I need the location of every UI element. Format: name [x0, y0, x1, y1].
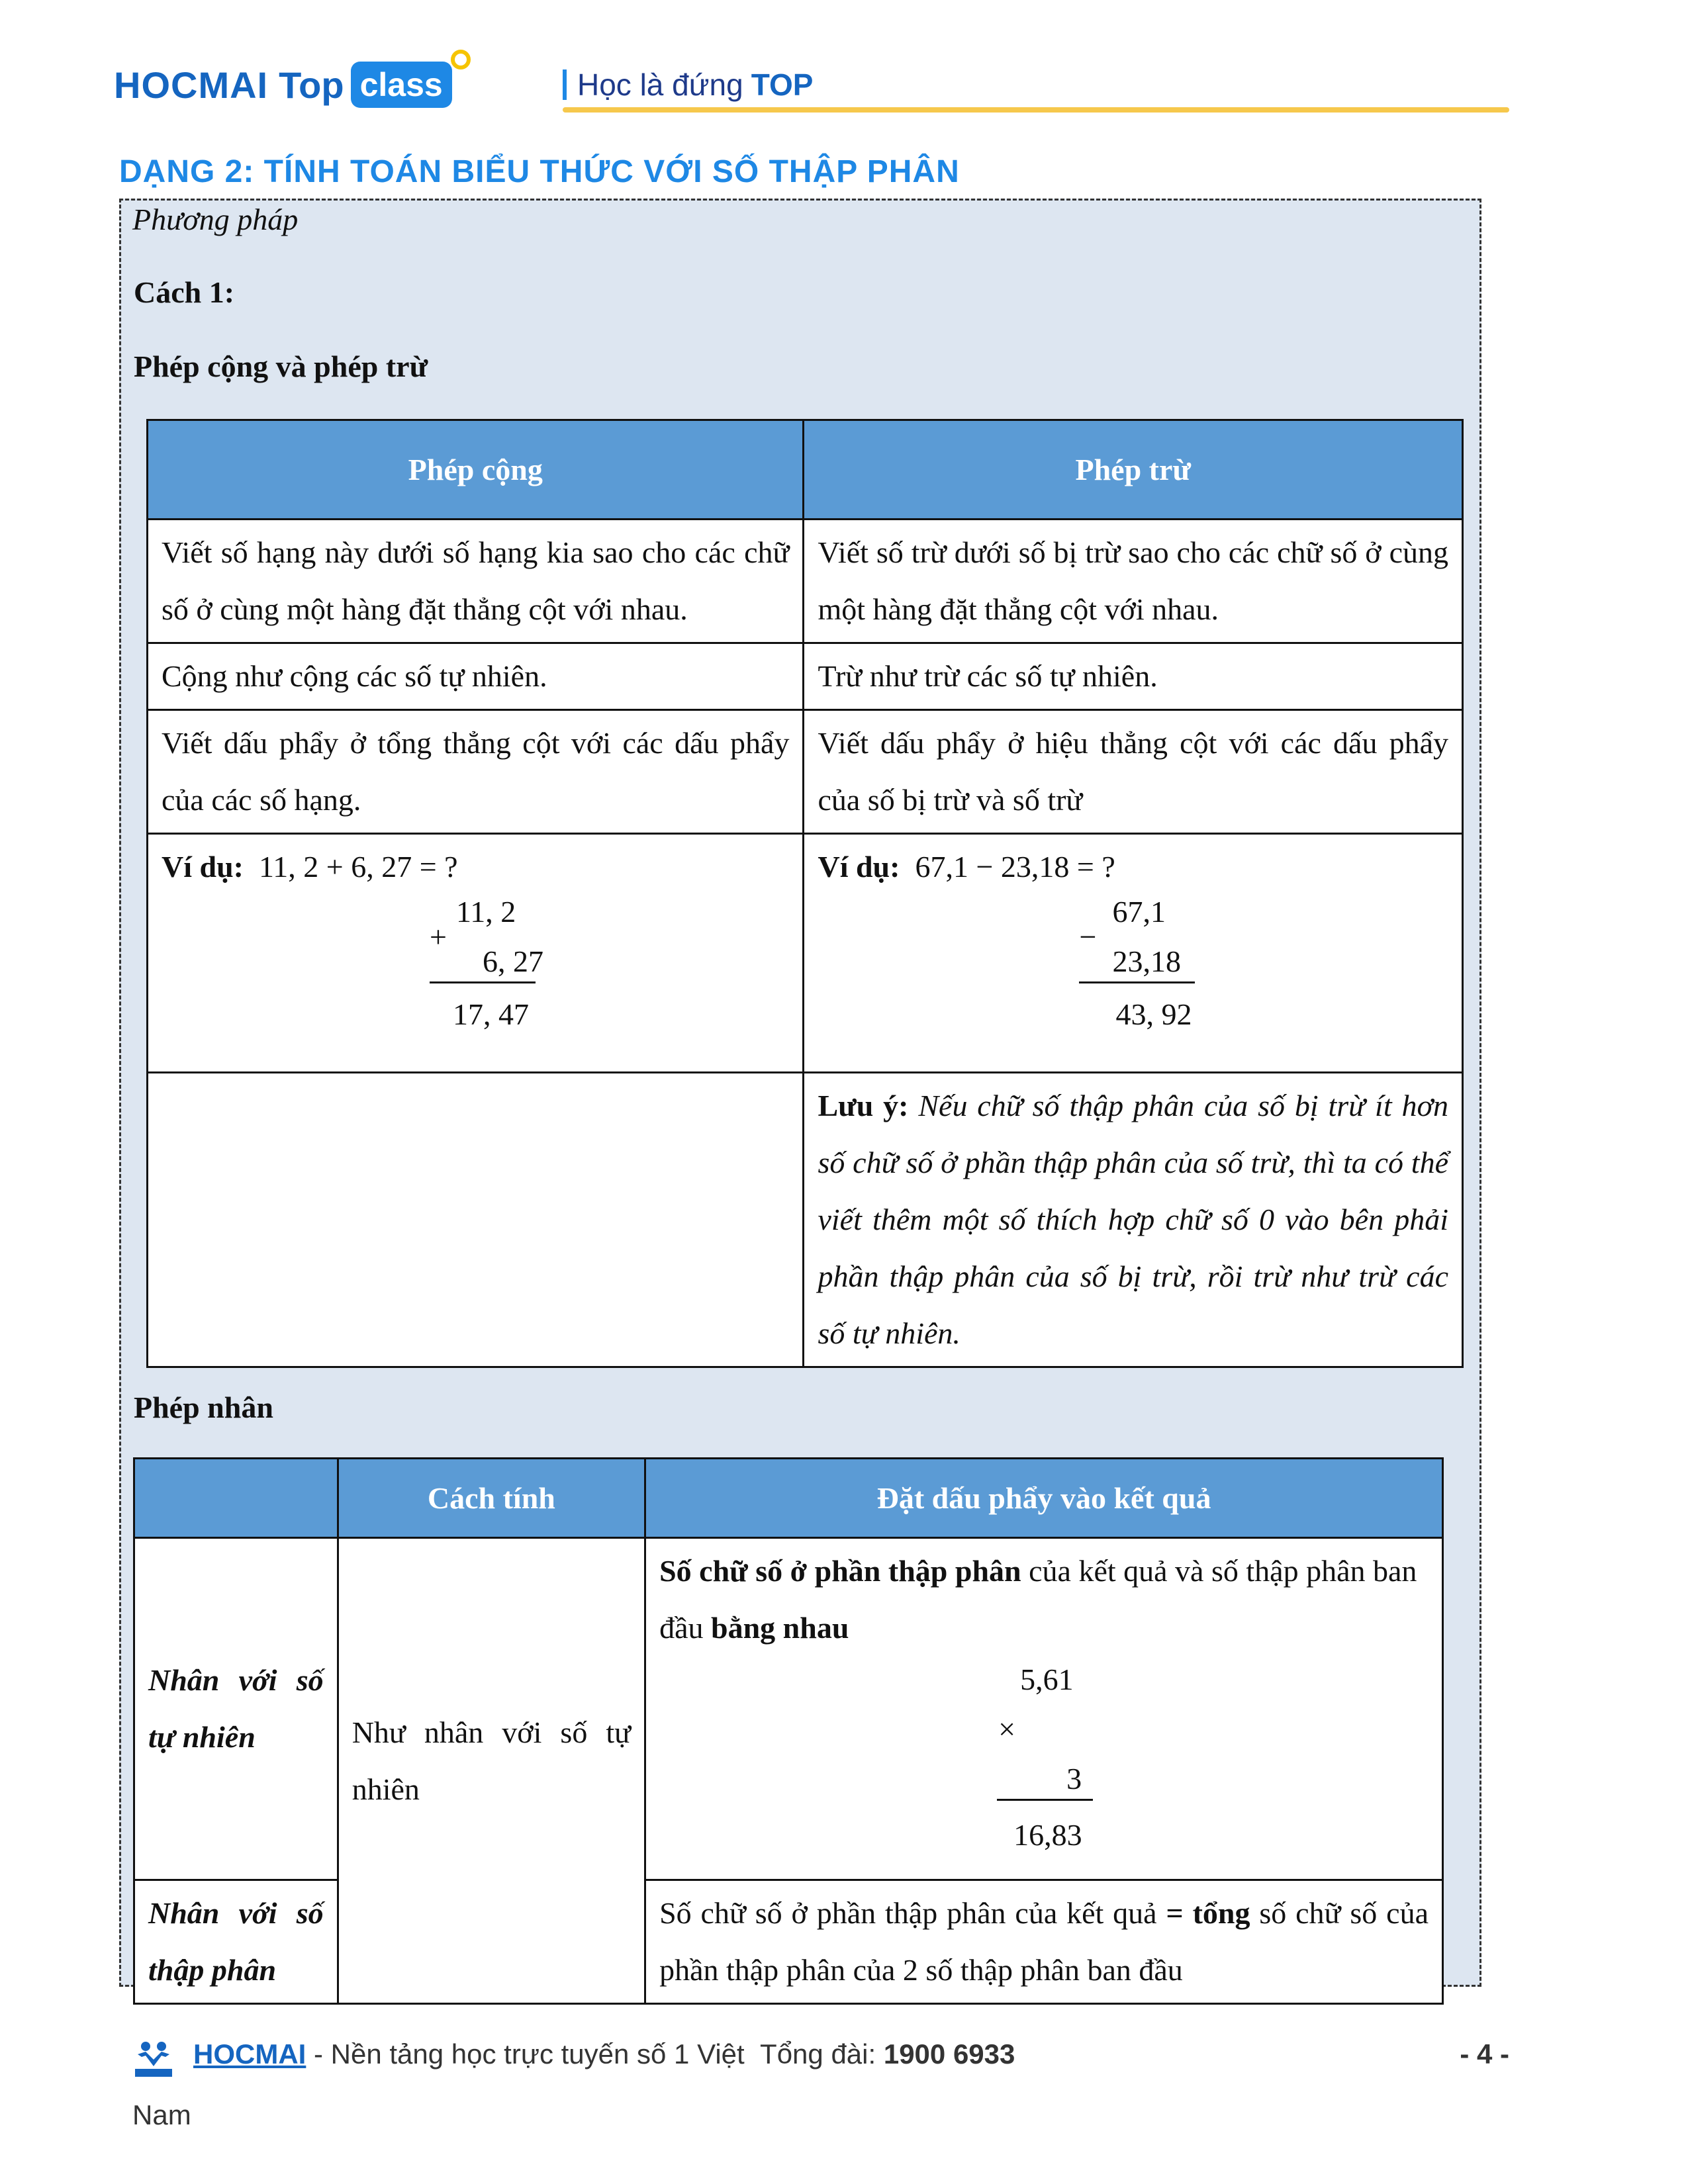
note-text: Nếu chữ số thập phân của số bị trừ ít hơn số chữ số ở phần thập phân của số trừ, thì ta có thể viết thêm một số thích hợp chữ số 0 vào bên phải phần thập phân của số bị trừ, rồi trừ như trừ các số tự nhiên.: [818, 1089, 1449, 1350]
natural-rule-bold1: Số chữ số ở phần thập phân: [659, 1554, 1021, 1588]
footer: [132, 2038, 1509, 2070]
sub-step-1: Viết số trừ dưới số bị trừ sao cho các chữ số ở cùng một hàng đặt thẳng cột với nhau.: [804, 520, 1463, 643]
add-operand-a: 11, 2: [456, 895, 516, 929]
header-empty: [134, 1459, 338, 1538]
decimal-rule-bold: = tổng: [1166, 1896, 1250, 1930]
header-underline: [563, 107, 1509, 113]
decimal-rule-cell: [645, 1880, 1443, 2004]
add-step-2: Cộng như cộng các số tự nhiên.: [148, 643, 804, 710]
multiplication-table: [133, 1457, 1444, 2005]
hocmai-topclass-logo: [114, 58, 452, 111]
header-addition: Phép cộng: [148, 420, 804, 520]
tagline-bold: TOP: [751, 68, 814, 102]
footer-text: - Nền tảng học trực tuyến số 1 Việt: [306, 2038, 745, 2070]
logo-class-text: class: [359, 66, 443, 103]
mult-operator: ×: [998, 1712, 1016, 1746]
add-sub-table: [146, 419, 1464, 1368]
add-step-3: Viết dấu phẩy ở tổng thẳng cột với các dấu phẩy của các số hạng.: [148, 710, 804, 834]
add-sub-label: Phép cộng và phép trừ: [134, 349, 428, 383]
empty-note-cell: [148, 1073, 804, 1367]
footer-line2: Nam: [132, 2099, 191, 2130]
sub-operator: −: [1079, 920, 1097, 954]
footer-hotline-label: Tổng đài:: [760, 2038, 884, 2070]
note-cell: [804, 1073, 1463, 1367]
add-result-line: [430, 981, 536, 983]
sub-example-cell: [804, 834, 1463, 1073]
natural-rule-cell: [645, 1538, 1443, 1880]
header-subtraction: Phép trừ: [804, 420, 1463, 520]
sub-example-label: Ví dụ:: [818, 850, 900, 884]
natural-rule-bold2: bằng nhau: [710, 1611, 849, 1645]
sub-column-calc: [818, 895, 1448, 1068]
tagline-prefix: Học là đứng: [577, 68, 743, 102]
sub-example-expr: 67,1 − 23,18 = ?: [915, 850, 1115, 884]
sub-result: 43, 92: [1115, 997, 1192, 1031]
add-column-calc: [162, 895, 789, 1068]
mult-result-line: [997, 1799, 1093, 1801]
method-cell: Như nhân với số tự nhiên: [338, 1538, 645, 2004]
note-label: Lưu ý:: [818, 1089, 909, 1122]
logo-top-text: Top: [279, 64, 344, 106]
sub-operand-a: 67,1: [1112, 895, 1166, 929]
logo-class-badge: [351, 62, 452, 108]
decimal-rule-pre: Số chữ số ở phần thập phân của kết quả: [659, 1896, 1166, 1930]
row-decimal-label: Nhân với số thập phân: [134, 1880, 338, 2004]
footer-hotline: 1900 6933: [883, 2038, 1015, 2070]
header-tagline: [563, 58, 813, 111]
way1-label: Cách 1:: [134, 275, 235, 309]
sub-step-2: Trừ như trừ các số tự nhiên.: [804, 643, 1463, 710]
section-title: DẠNG 2: TÍNH TOÁN BIỂU THỨC VỚI SỐ THẬP PHÂN: [119, 154, 960, 189]
header-decimal-point: Đặt dấu phẩy vào kết quả: [645, 1459, 1443, 1538]
sub-operand-b: 23,18: [1112, 944, 1181, 978]
mult-result: 16,83: [1013, 1818, 1082, 1852]
add-example-cell: [148, 834, 804, 1073]
mult-label: Phép nhân: [134, 1390, 273, 1424]
tagline-divider: [563, 69, 567, 100]
mult-operand-a: 5,61: [1020, 1662, 1074, 1696]
sun-icon: [451, 50, 471, 69]
add-operand-b: 6, 27: [483, 944, 543, 978]
add-step-1: Viết số hạng này dưới số hạng kia sao cho các chữ số ở cùng một hàng đặt thẳng cột với nhau.: [148, 520, 804, 643]
natural-rule-mid: của kết quả và số thập phân ban đầu: [659, 1554, 1417, 1645]
sub-step-3: Viết dấu phẩy ở hiệu thẳng cột với các dấu phẩy của số bị trừ và số trừ: [804, 710, 1463, 834]
method-label: Phương pháp: [132, 203, 299, 236]
decimal-rule-post: số chữ số của phần thập phân của 2 số thập phân ban đầu: [659, 1896, 1429, 1987]
page-number: - 4 -: [1460, 2038, 1509, 2070]
add-example-label: Ví dụ:: [162, 850, 244, 884]
footer-brand-link[interactable]: HOCMAI: [193, 2038, 306, 2070]
logo-hocmai-text: HOCMAI: [114, 64, 269, 106]
sub-result-line: [1079, 981, 1195, 983]
header-method: Cách tính: [338, 1459, 645, 1538]
add-result: 17, 47: [453, 997, 529, 1031]
mult-operand-b: 3: [1066, 1762, 1082, 1796]
mult-column-calc: [659, 1657, 1429, 1875]
add-example-expr: 11, 2 + 6, 27 = ?: [258, 850, 458, 884]
row-natural-label: Nhân với số tự nhiên: [134, 1538, 338, 1880]
add-operator: +: [430, 920, 447, 954]
